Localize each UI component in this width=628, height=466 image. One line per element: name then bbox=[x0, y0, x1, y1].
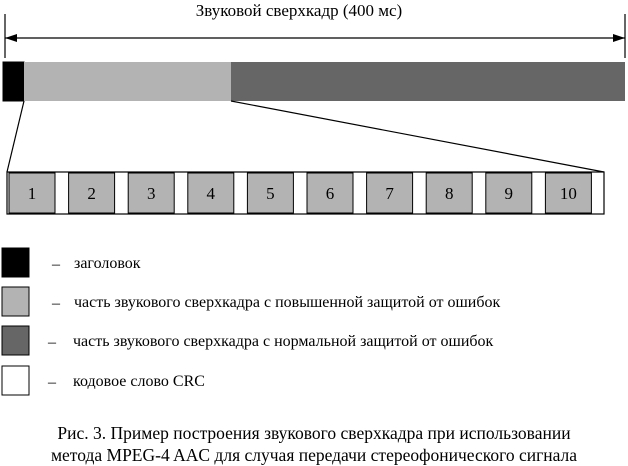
block-4 bbox=[188, 173, 234, 213]
legend-item-header bbox=[2, 248, 141, 277]
block-label: 8 bbox=[444, 184, 454, 203]
legend-label: часть звукового сверхкадра с повышенной защитой от ошибок bbox=[74, 294, 501, 311]
legend-swatch bbox=[2, 326, 29, 355]
block-label: 6 bbox=[325, 184, 335, 203]
block-9 bbox=[486, 173, 532, 213]
legend bbox=[2, 248, 501, 395]
block-label: 2 bbox=[87, 184, 96, 203]
figure-caption bbox=[0, 422, 628, 466]
legend-item-protected bbox=[2, 287, 501, 316]
block-label: 4 bbox=[206, 184, 216, 203]
block-2 bbox=[69, 173, 115, 213]
block-3 bbox=[128, 173, 174, 213]
block-6 bbox=[307, 173, 353, 213]
legend-swatch bbox=[2, 248, 29, 277]
block-7 bbox=[367, 173, 413, 213]
legend-item-normal bbox=[2, 326, 494, 355]
block-label: 5 bbox=[266, 184, 275, 203]
caption-line-2: метода MPEG-4 AAC для случая передачи стереофонического сигнала bbox=[50, 445, 578, 465]
legend-label: часть звукового сверхкадра с нормальной защитой от ошибок bbox=[73, 333, 494, 350]
superframe-bar bbox=[3, 62, 625, 101]
legend-item-crc bbox=[2, 366, 205, 395]
legend-dash: – bbox=[48, 374, 56, 391]
caption-line-1: Рис. 3. Пример построения звукового сверхкадра при использовании bbox=[57, 423, 571, 443]
block-5 bbox=[247, 173, 293, 213]
block-label: 3 bbox=[146, 184, 156, 203]
protected-segment bbox=[24, 62, 231, 101]
normal-segment bbox=[231, 62, 625, 101]
diagram-title: Звуковой сверхкадр (400 мс) bbox=[195, 1, 403, 20]
legend-swatch bbox=[2, 287, 29, 316]
legend-dash: – bbox=[48, 334, 56, 351]
legend-dash: – bbox=[52, 256, 60, 273]
header-segment bbox=[3, 62, 24, 101]
legend-dash: – bbox=[52, 295, 60, 312]
legend-label: заголовок bbox=[74, 255, 141, 272]
legend-swatch bbox=[2, 366, 29, 395]
block-label: 1 bbox=[27, 184, 37, 203]
block-label: 10 bbox=[559, 184, 577, 203]
block-1 bbox=[9, 173, 55, 213]
legend-label: кодовое слово CRC bbox=[73, 373, 205, 390]
block-10 bbox=[545, 173, 591, 213]
block-label: 7 bbox=[385, 184, 394, 203]
block-label: 9 bbox=[504, 184, 514, 203]
block-8 bbox=[426, 173, 472, 213]
expansion-lines bbox=[7, 101, 604, 172]
duration-arrow bbox=[5, 14, 625, 58]
